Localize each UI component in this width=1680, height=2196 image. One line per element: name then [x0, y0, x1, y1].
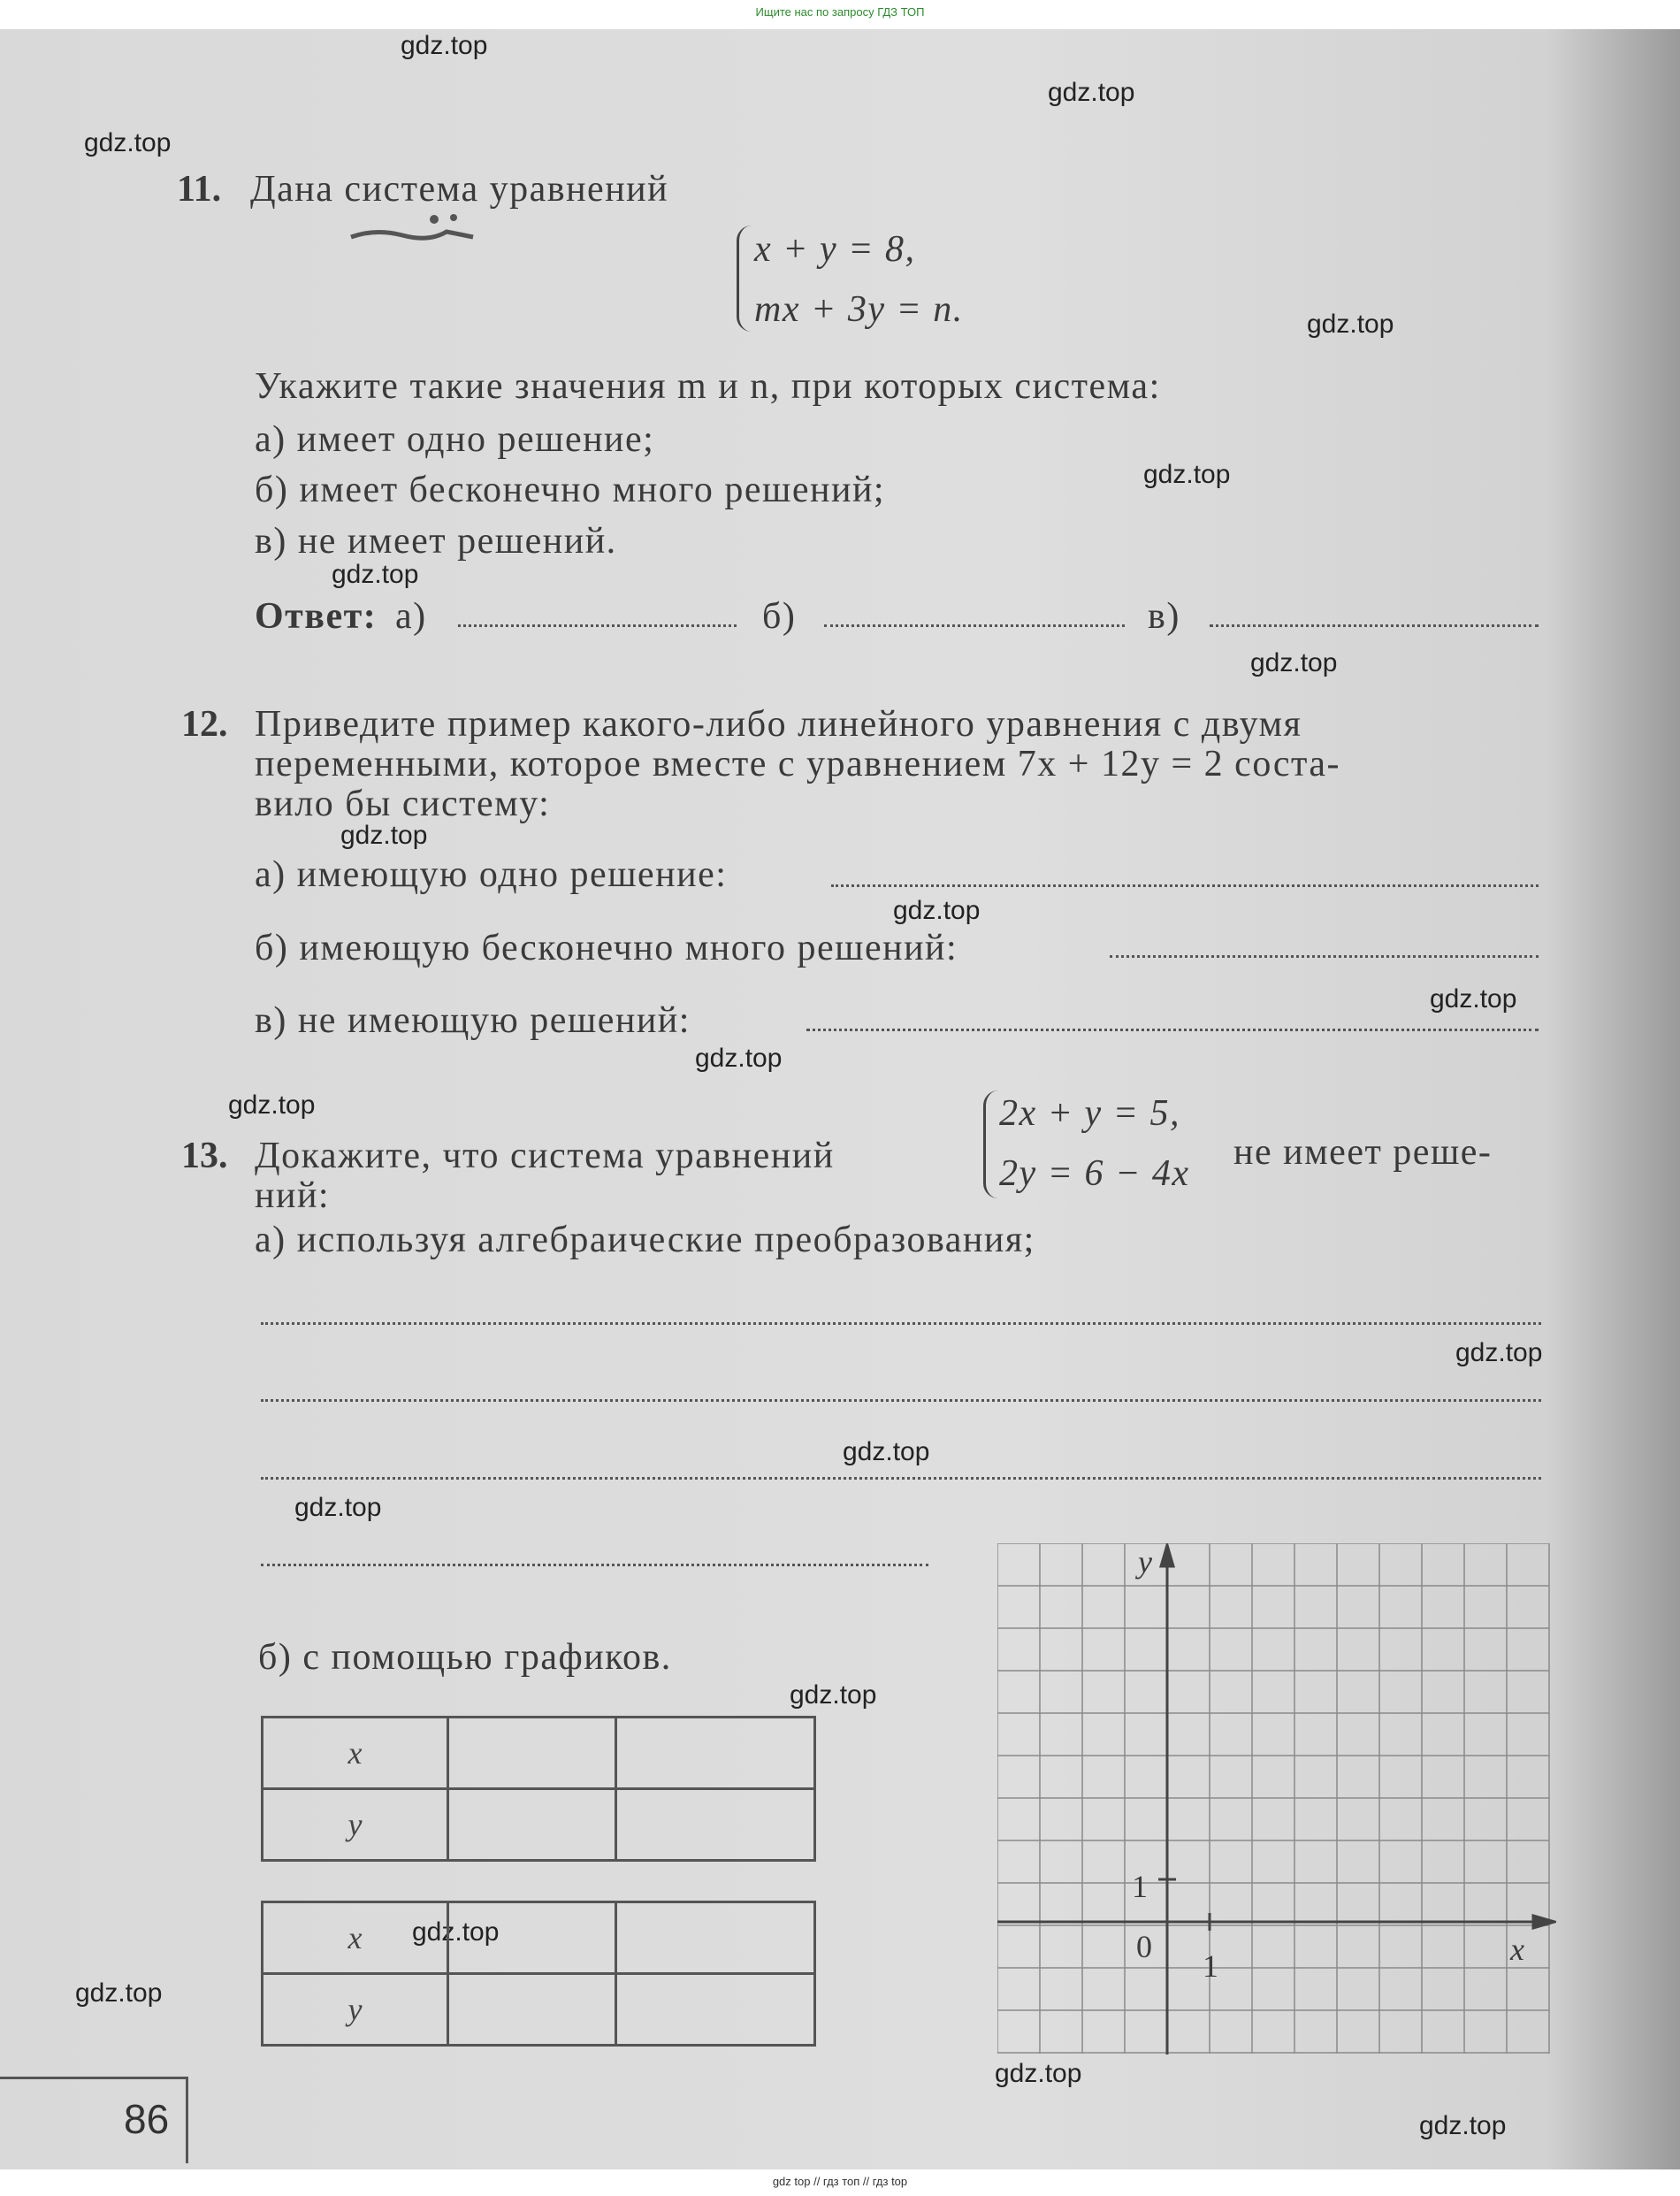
task-11-eq1: x + y = 8,: [754, 229, 916, 270]
watermark: gdz.top: [790, 1680, 877, 1710]
page-number: 86: [124, 2096, 170, 2142]
y-unit-label: 1: [1132, 1869, 1148, 1904]
watermark: gdz.top: [294, 1493, 382, 1522]
watermark: gdz.top: [84, 128, 172, 157]
task-11-option-c: в) не имеет решений.: [255, 521, 617, 562]
answer-b-field[interactable]: [824, 624, 1125, 627]
table-cell[interactable]: [448, 1789, 616, 1861]
answer-c-field[interactable]: [1210, 624, 1539, 627]
watermark: gdz.top: [1143, 460, 1231, 489]
watermark: gdz.top: [1307, 310, 1394, 339]
answer-line[interactable]: [261, 1477, 1541, 1480]
answer-line[interactable]: [261, 1564, 928, 1566]
y-axis-arrow: [1161, 1545, 1173, 1566]
watermark: gdz.top: [893, 896, 981, 925]
task-11-number: 11.: [177, 169, 222, 210]
watermark: gdz.top: [412, 1917, 500, 1947]
answer-line[interactable]: [261, 1322, 1541, 1325]
watermark: gdz.top: [1048, 78, 1135, 107]
y-axis-label: y: [1138, 1544, 1152, 1580]
table-row-x-label: x: [263, 1718, 448, 1789]
watermark: gdz.top: [1455, 1338, 1543, 1367]
watermark: gdz.top: [1419, 2111, 1507, 2140]
task-13-option-b: б) с помощью графиков.: [258, 1637, 672, 1678]
task-12-option-a: а) имеющую одно решение:: [255, 854, 728, 895]
watermark: gdz.top: [401, 31, 488, 60]
table-cell[interactable]: [448, 1902, 616, 1974]
watermark: gdz.top: [75, 1978, 163, 2008]
task-12-line1: Приведите пример какого-либо линейного уравнения с двумя: [255, 704, 1302, 745]
table-row-y-label: y: [263, 1974, 448, 2046]
task-13-eq2: 2y = 6 − 4x: [999, 1153, 1190, 1194]
task-11-prompt: Укажите такие значения m и n, при которых система:: [255, 366, 1161, 407]
watermark: gdz.top: [995, 2059, 1082, 2088]
task-11-option-a: а) имеет одно решение;: [255, 419, 655, 460]
watermark: gdz.top: [1250, 648, 1338, 677]
coordinate-grid[interactable]: [997, 1543, 1556, 2056]
task-12-b-field[interactable]: [1110, 955, 1539, 958]
scribble-mark: [349, 210, 482, 246]
table-row-y-label: y: [263, 1789, 448, 1861]
task-13-line2: ний:: [255, 1175, 331, 1216]
answer-a-field[interactable]: [458, 624, 737, 627]
x-axis-label: x: [1510, 1932, 1524, 1967]
task-12-line2: переменными, которое вместе с уравнением 7x + 12y = 2 соста-: [255, 744, 1340, 784]
origin-label: 0: [1136, 1929, 1152, 1964]
footer-note: gdz top // гдз топ // гдз top: [772, 2175, 908, 2188]
system-brace: [737, 226, 752, 332]
task-12-a-field[interactable]: [831, 884, 1539, 887]
task-11-option-b: б) имеет бесконечно много решений;: [255, 470, 886, 510]
task-12-number: 12.: [181, 704, 228, 745]
table-cell[interactable]: [616, 1718, 815, 1789]
task-12-option-b: б) имеющую бесконечно много решений:: [255, 928, 958, 968]
answer-label: Ответ:: [255, 596, 378, 637]
watermark: gdz.top: [340, 821, 428, 850]
value-table-2: [261, 1901, 816, 2047]
answer-c-label: в): [1148, 596, 1180, 637]
watermark: gdz.top: [843, 1437, 930, 1466]
task-13-tail: не имеет реше-: [1233, 1132, 1493, 1173]
answer-line[interactable]: [261, 1399, 1541, 1402]
task-12-option-c: в) не имеющую решений:: [255, 1000, 691, 1041]
task-13-eq1: 2x + y = 5,: [999, 1093, 1180, 1134]
watermark: gdz.top: [1430, 984, 1517, 1014]
table-row-x-label: x: [263, 1902, 448, 1974]
table-cell[interactable]: [616, 1902, 815, 1974]
header-note: Ищите нас по запросу ГДЗ ТОП: [755, 5, 925, 19]
answer-a-label: а): [395, 596, 427, 637]
table-cell[interactable]: [448, 1974, 616, 2046]
table-cell[interactable]: [616, 1974, 815, 2046]
table-cell[interactable]: [616, 1789, 815, 1861]
task-13-line1: Докажите, что система уравнений: [255, 1136, 835, 1176]
answer-b-label: б): [762, 596, 797, 637]
watermark: gdz.top: [228, 1090, 316, 1120]
value-table-1: [261, 1716, 816, 1862]
task-13-option-a: а) используя алгебраические преобразования;: [255, 1220, 1035, 1260]
page-number-box: [0, 2077, 188, 2163]
watermark: gdz.top: [695, 1044, 783, 1073]
task-11-title: Дана система уравнений: [250, 169, 669, 210]
task-13-number: 13.: [181, 1136, 228, 1176]
task-12-line3: вило бы систему:: [255, 784, 551, 824]
x-unit-label: 1: [1203, 1948, 1218, 1984]
x-axis-arrow: [1533, 1916, 1554, 1928]
table-cell[interactable]: [448, 1718, 616, 1789]
watermark: gdz.top: [332, 560, 419, 589]
task-12-c-field[interactable]: [806, 1029, 1539, 1031]
system-brace: [983, 1090, 998, 1198]
task-11-eq2: mx + 3y = n.: [754, 289, 964, 330]
